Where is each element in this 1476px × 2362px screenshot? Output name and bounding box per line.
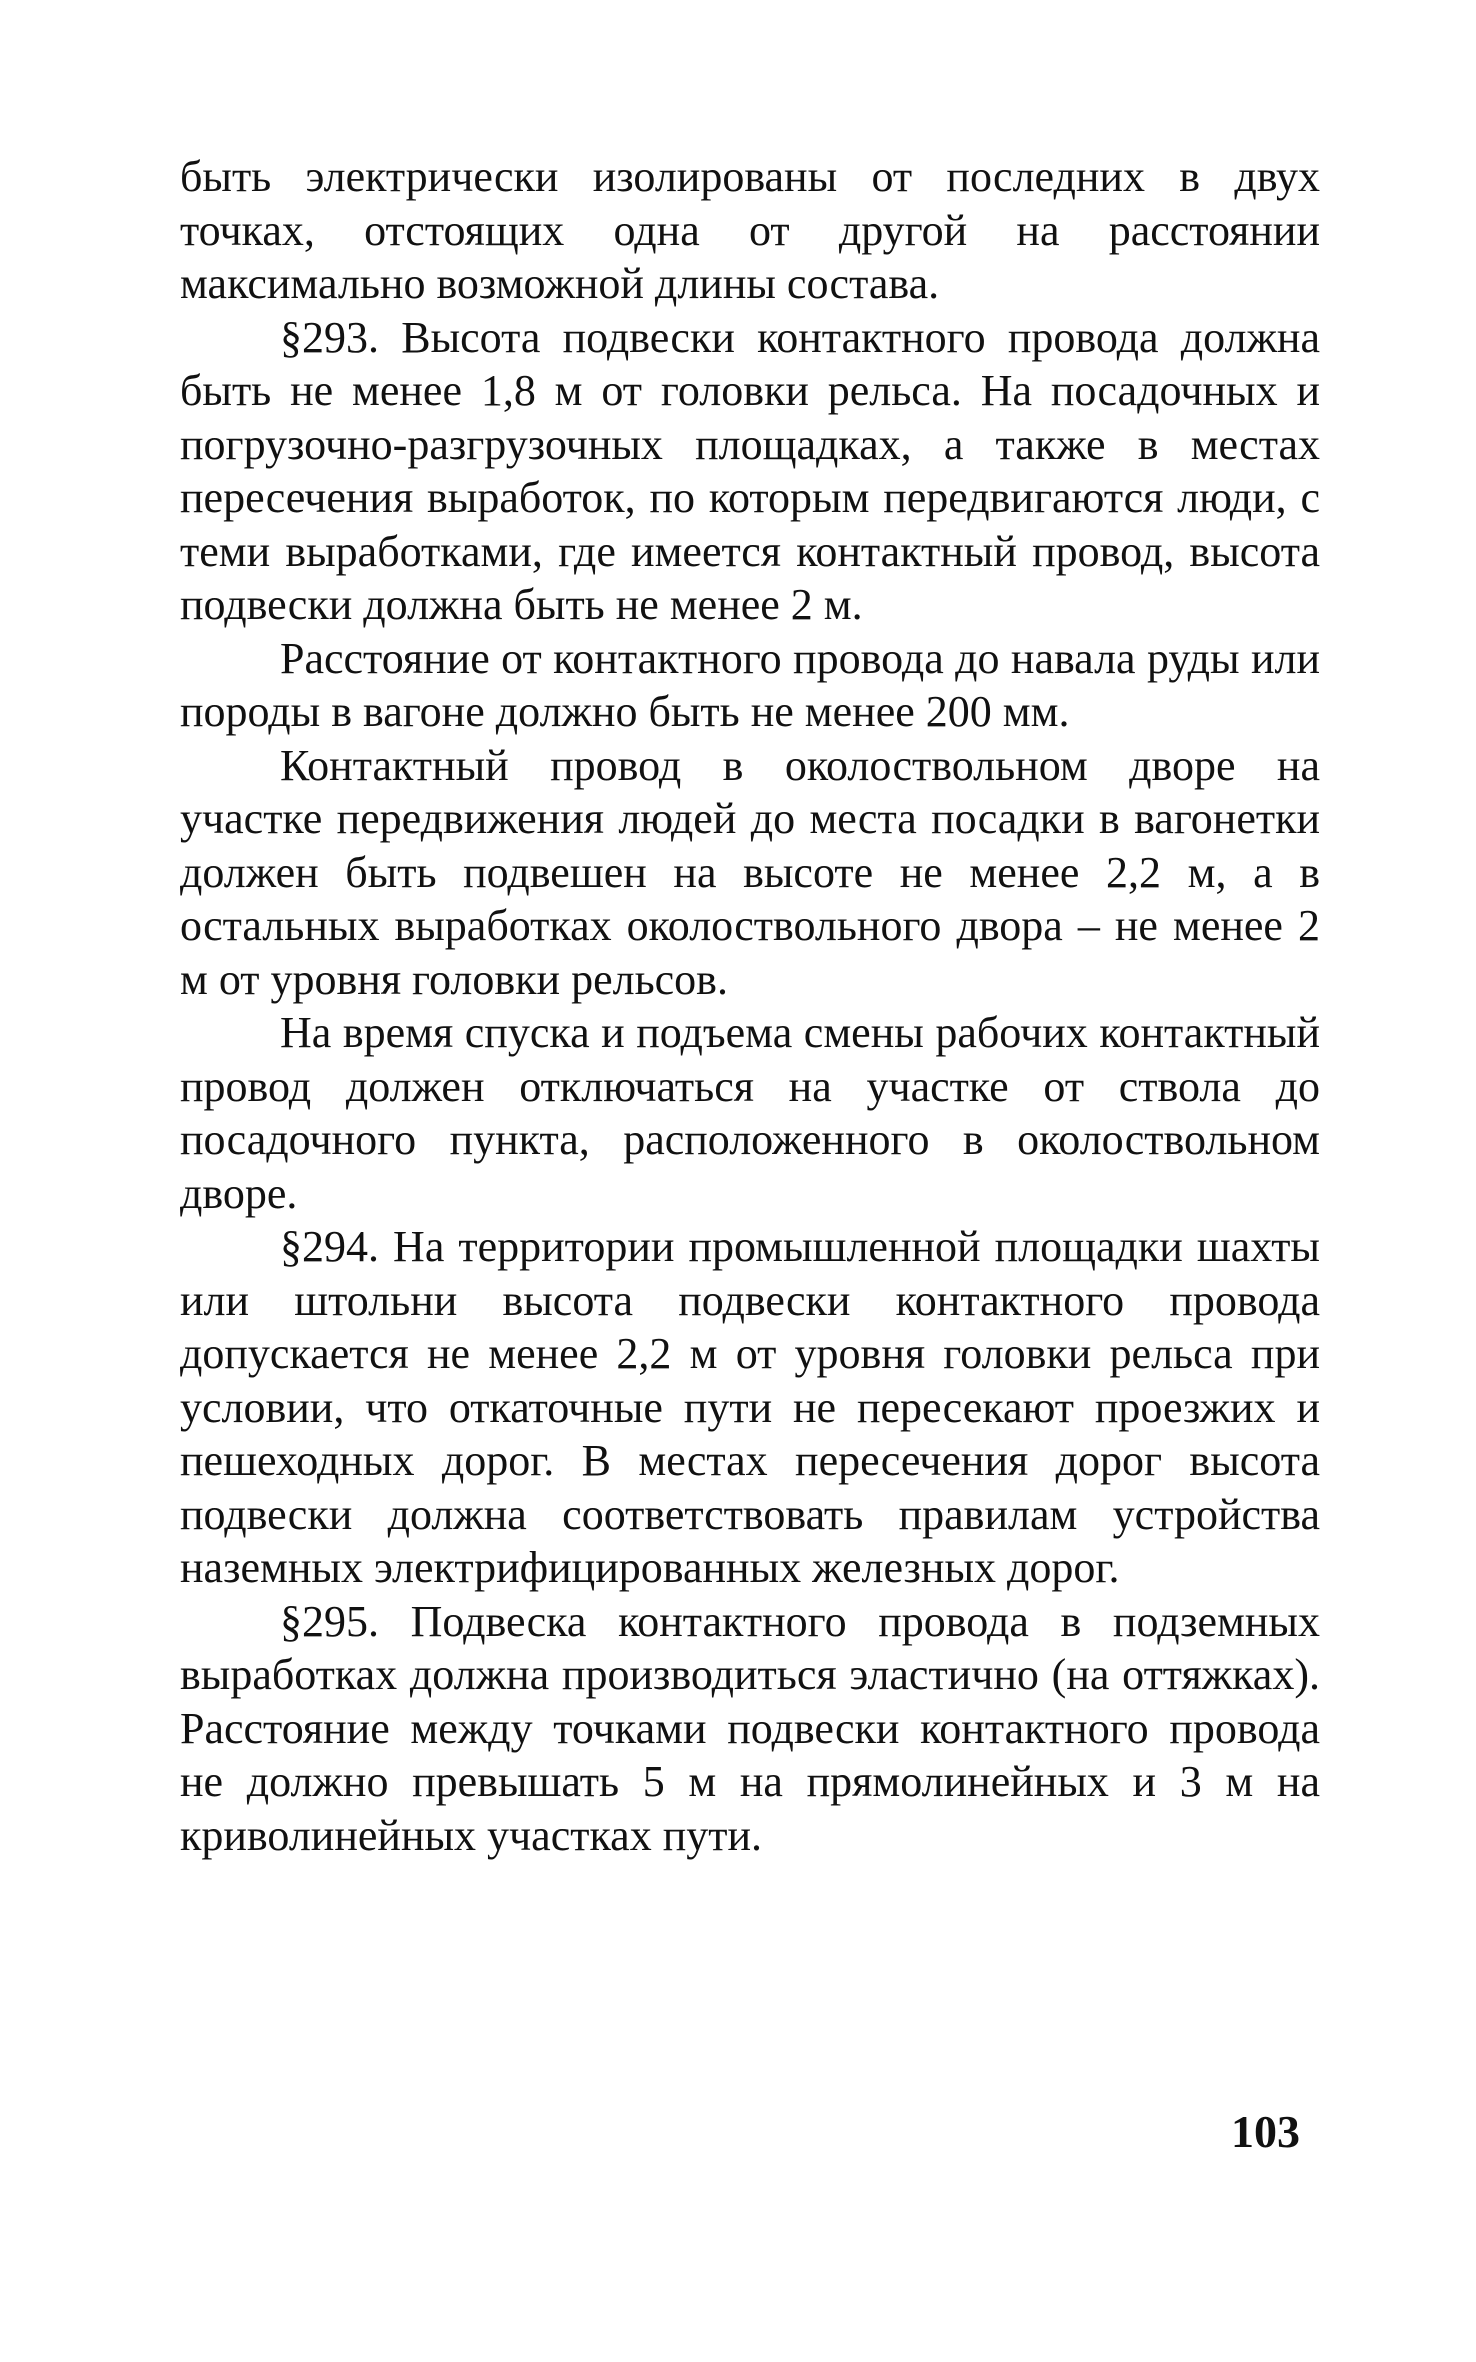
- page-number: 103: [1231, 2106, 1300, 2157]
- body-text: [180, 150, 1320, 1862]
- paragraph-section-295: §295. Подвеска контактного провода в подземных выработках должна производиться эластично (на оттяжках). Расстояние между точками подвески контактного провода не должно превышать 5 м на прямолинейных и 3 м на криволинейных участках пути.: [180, 1596, 1320, 1860]
- paragraph-clearance-ore: Расстояние от контактного провода до навала руды или породы в вагоне должно быть не менее 200 мм.: [180, 633, 1320, 736]
- paragraph-section-293: §293. Высота подвески контактного провода должна быть не менее 1,8 м от головки рельса. На посадочных и погрузочно-разгрузочных площадках, а также в местах пересечения выработок, по которым передвигаются люди, с теми выработками, где имеется контактный провод, высота подвески должна быть не менее 2 м.: [180, 312, 1320, 629]
- paragraph-continuation: быть электрически изолированы от последних в двух точках, отстоящих одна от другой на расстоянии максимально возможной длины состава.: [180, 152, 1320, 308]
- paragraph-section-294: §294. На территории промышленной площадки шахты или штольни высота подвески контактного провода допускается не менее 2,2 м от уровня головки рельса при условии, что откаточные пути не пересекают проезжих и пешеходных дорог. В местах пересечения дорог высота подвески должна соответствовать правилам устройства наземных электрифицированных железных дорог.: [180, 1222, 1320, 1592]
- paragraph-shift-descent: На время спуска и подъема смены рабочих контактный провод должен отключаться на участке от ствола до посадочного пункта, расположенного в околоствольном дворе.: [180, 1008, 1320, 1218]
- paragraph-shaft-yard: Контактный провод в околоствольном дворе на участке передвижения людей до места посадки в вагонетки должен быть подвешен на высоте не менее 2,2 м, а в остальных выработках околоствольного двора – не менее 2 м от уровня головки рельсов.: [180, 740, 1320, 1004]
